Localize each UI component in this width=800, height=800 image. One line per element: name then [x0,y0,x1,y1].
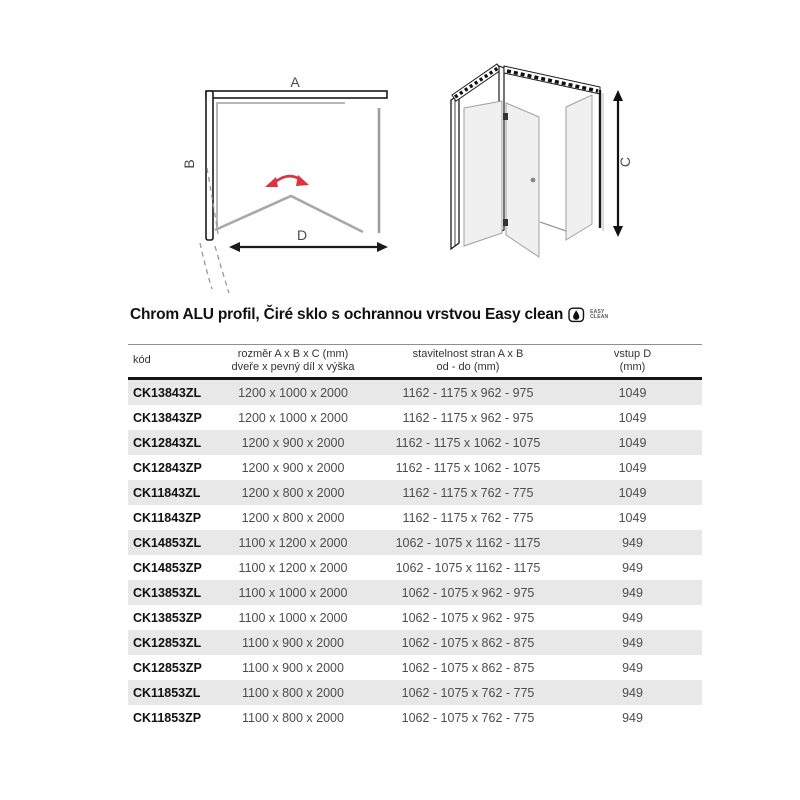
cell-stavitelnost: 1062 - 1075 x 962 - 975 [401,585,535,600]
cell-kod: CK13843ZL [133,385,202,400]
door-knob-icon [531,178,536,183]
cell-rozmer: 1200 x 800 x 2000 [241,485,345,500]
table-row [128,705,702,730]
cell-vstup: 949 [622,585,643,600]
cell-vstup: 1049 [618,435,647,450]
top-left-profile-bar [452,64,501,101]
cell-kod: CK12843ZL [133,435,202,450]
cell-stavitelnost: 1062 - 1075 x 962 - 975 [401,610,535,625]
spec-table [128,344,702,730]
water-drop-icon [568,307,585,323]
easy-clean-label: EASY CLEAN [590,309,609,320]
hinge-icon [503,219,508,226]
cell-stavitelnost: 1162 - 1175 x 762 - 775 [402,485,534,500]
cell-stavitelnost: 1162 - 1175 x 962 - 975 [402,410,534,425]
cell-stavitelnost: 1062 - 1075 x 762 - 775 [401,710,535,725]
bottom-profile [540,222,566,231]
cell-vstup: 1049 [618,410,647,425]
cell-stavitelnost: 1062 - 1075 x 1162 - 1175 [395,560,541,575]
cell-rozmer: 1100 x 1000 x 2000 [238,610,348,625]
cell-rozmer: 1100 x 1000 x 2000 [238,585,348,600]
cell-rozmer: 1200 x 900 x 2000 [241,435,345,450]
cell-vstup: 949 [622,710,643,725]
table-row [128,580,702,605]
wall-b [206,91,213,240]
door-swing-arc [215,246,229,293]
cell-vstup: 1049 [618,460,647,475]
cell-stavitelnost: 1162 - 1175 x 762 - 775 [402,510,534,525]
cell-kod: CK11853ZP [133,710,202,725]
table-row [128,555,702,580]
cell-kod: CK11843ZL [133,485,201,500]
table-body [128,380,702,730]
cell-rozmer: 1100 x 800 x 2000 [242,710,344,725]
cell-kod: CK12843ZP [133,460,202,475]
cell-stavitelnost: 1062 - 1075 x 762 - 775 [401,685,535,700]
cell-vstup: 949 [622,685,643,700]
table-row [128,430,702,455]
swing-arrow-icon [265,175,309,187]
table-row [128,680,702,705]
cell-rozmer: 1100 x 900 x 2000 [242,660,344,675]
cell-vstup: 1049 [618,510,647,525]
cell-vstup: 1049 [618,385,647,400]
dimension-d-arrow [229,242,388,252]
table-row [128,455,702,480]
cell-kod: CK13843ZP [133,410,202,425]
cell-rozmer: 1200 x 1000 x 2000 [238,410,348,425]
top-profile-bar [504,66,600,94]
col-header-vstup: vstup D (mm) [613,348,652,373]
table-row [128,530,702,555]
cell-stavitelnost: 1162 - 1175 x 1062 - 1075 [395,460,541,475]
cell-vstup: 949 [622,610,643,625]
cell-rozmer: 1100 x 1200 x 2000 [238,535,348,550]
table-row [128,405,702,430]
table-row [128,480,702,505]
cell-vstup: 949 [622,535,643,550]
cell-vstup: 949 [622,635,643,650]
label-a: A [290,74,300,90]
cell-kod: CK12853ZP [133,660,202,675]
plan-view-diagram [160,60,420,305]
cell-kod: CK14853ZL [133,535,202,550]
cell-kod: CK11853ZL [133,685,201,700]
label-b: B [181,159,197,169]
cell-rozmer: 1100 x 800 x 2000 [242,685,344,700]
table-row [128,380,702,405]
cell-kod: CK13853ZP [133,610,202,625]
easy-clean-icon [568,307,585,323]
table-row [128,655,702,680]
table-row [128,605,702,630]
cell-kod: CK14853ZP [133,560,202,575]
col-header-rozmer: rozměr A x B x C (mm) dveře x pevný díl x výška [231,348,355,373]
table-row [128,630,702,655]
col-header-stavitelnost: stavitelnost stran A x B od - do (mm) [412,348,524,373]
cell-vstup: 1049 [618,485,647,500]
glass-edge-left [217,103,345,228]
cell-rozmer: 1100 x 900 x 2000 [242,635,344,650]
fixed-glass-left [464,101,502,246]
cell-vstup: 949 [622,660,643,675]
cell-rozmer: 1200 x 900 x 2000 [241,460,345,475]
cell-rozmer: 1200 x 800 x 2000 [241,510,345,525]
cell-vstup: 949 [622,560,643,575]
cell-kod: CK12853ZL [133,635,202,650]
cell-stavitelnost: 1062 - 1075 x 862 - 875 [401,660,535,675]
folding-door-panels [215,196,363,232]
fixed-glass-right [566,95,592,240]
door-swing-arc [200,243,212,289]
cell-stavitelnost: 1062 - 1075 x 862 - 875 [401,635,535,650]
hinge-icon [503,113,508,120]
cell-kod: CK11843ZP [133,510,202,525]
cell-rozmer: 1100 x 1200 x 2000 [238,560,348,575]
cell-kod: CK13853ZL [133,585,202,600]
table-header [128,344,702,380]
cell-rozmer: 1200 x 1000 x 2000 [238,385,348,400]
cell-stavitelnost: 1062 - 1075 x 1162 - 1175 [395,535,541,550]
label-c: C [617,156,633,168]
col-header-kod: kód [133,354,151,367]
section-title-row [130,306,710,324]
table-row [128,505,702,530]
label-d: D [296,227,308,243]
perspective-diagram [430,35,650,285]
wall-a [206,91,387,98]
cell-stavitelnost: 1162 - 1175 x 1062 - 1075 [395,435,541,450]
cell-stavitelnost: 1162 - 1175 x 962 - 975 [402,385,534,400]
section-title: Chrom ALU profil, Čiré sklo s ochrannou vrstvou Easy clean [130,306,564,323]
